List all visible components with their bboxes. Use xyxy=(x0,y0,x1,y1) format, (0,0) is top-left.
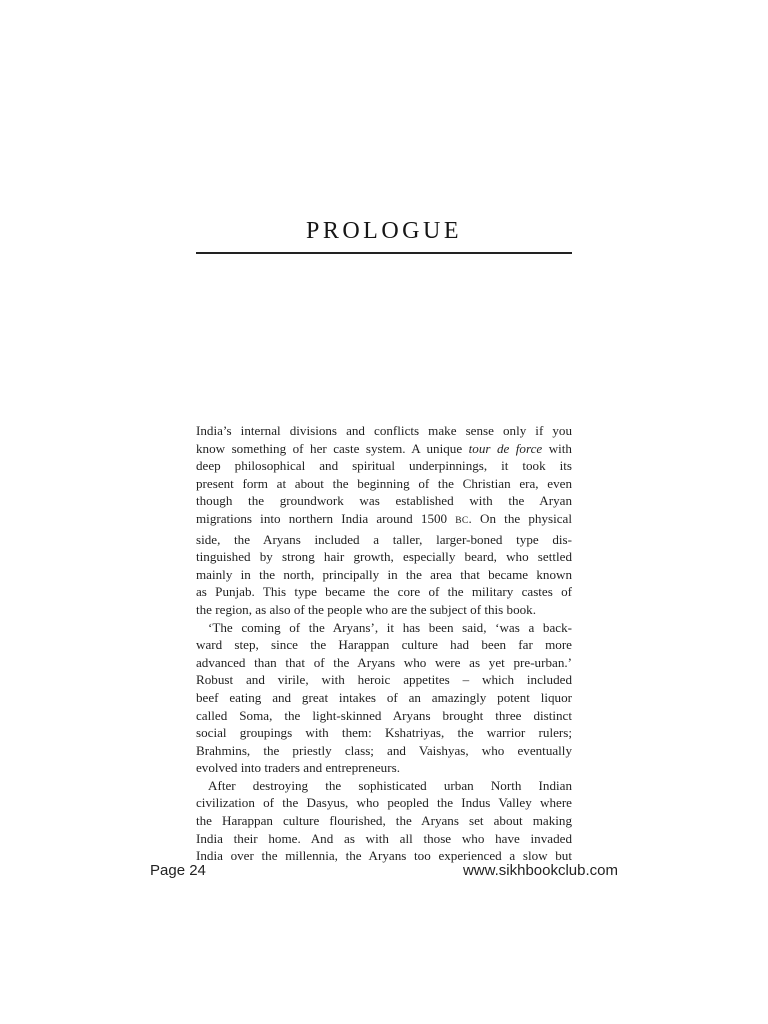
text-line: called Soma, the light-skinned Aryans brought three distinct xyxy=(196,707,572,723)
text-fragment: migrations into northern India around 1500 xyxy=(196,510,456,526)
text-line: tinguished by strong hair growth, especially beard, who settled xyxy=(196,549,572,565)
chapter-heading: PROLOGUE xyxy=(305,218,462,244)
text-line: India’s internal divisions and conflicts make sense only if you xyxy=(196,423,572,438)
text-line: present form at about the beginning of the Christian era, even xyxy=(196,475,572,491)
text-line: After destroying the sophisticated urban North Indian xyxy=(208,777,572,793)
text-line: though the groundwork was established with the Aryan xyxy=(196,493,572,509)
page-number: Page 24 xyxy=(150,862,206,879)
body-text xyxy=(196,422,572,865)
era-abbreviation: BC xyxy=(455,515,469,526)
text-line: as Punjab. This type became the core of the military castes of xyxy=(196,584,572,600)
text-line: mainly in the north, principally in the area that became known xyxy=(196,566,572,582)
text-line: ‘The coming of the Aryans’, it has been said, ‘was a back- xyxy=(208,619,572,635)
text-line: the region, as also of the people who are the subject of this book. xyxy=(196,601,536,617)
text-line: social groupings with them: Kshatriyas, the warrior rulers; xyxy=(196,725,572,741)
text-fragment: with xyxy=(542,440,572,456)
text-line: ward step, since the Harappan culture had been far more xyxy=(196,637,572,653)
italic-phrase: tour de force xyxy=(468,440,543,456)
text-fragment: know something of her caste system. A unique xyxy=(196,440,469,456)
text-line: civilization of the Dasyus, who peopled the Indus Valley where xyxy=(196,795,572,811)
text-line: side, the Aryans included a taller, larger-boned type dis- xyxy=(196,531,572,547)
text-line: India over the millennia, the Aryans too experienced a slow but xyxy=(196,848,572,864)
text-fragment: . On the physical xyxy=(468,510,572,526)
text-line: Robust and virile, with heroic appetites – which included xyxy=(196,672,572,688)
text-line: beef eating and great intakes of an amazingly potent liquor xyxy=(196,689,572,705)
text-line: evolved into traders and entrepreneurs. xyxy=(196,760,400,776)
text-line xyxy=(196,440,572,458)
heading-rule xyxy=(196,252,572,254)
text-line xyxy=(196,510,572,531)
website-url: www.sikhbookclub.com xyxy=(462,862,618,879)
text-line: advanced than that of the Aryans who were as yet pre-urban.’ xyxy=(196,654,572,670)
text-line: deep philosophical and spiritual underpinnings, it took its xyxy=(196,458,572,474)
text-line: the Harappan culture flourished, the Aryans set about making xyxy=(196,813,572,829)
text-line: Brahmins, the priestly class; and Vaishyas, who eventually xyxy=(196,742,572,758)
text-line: India their home. And as with all those who have invaded xyxy=(196,830,572,846)
